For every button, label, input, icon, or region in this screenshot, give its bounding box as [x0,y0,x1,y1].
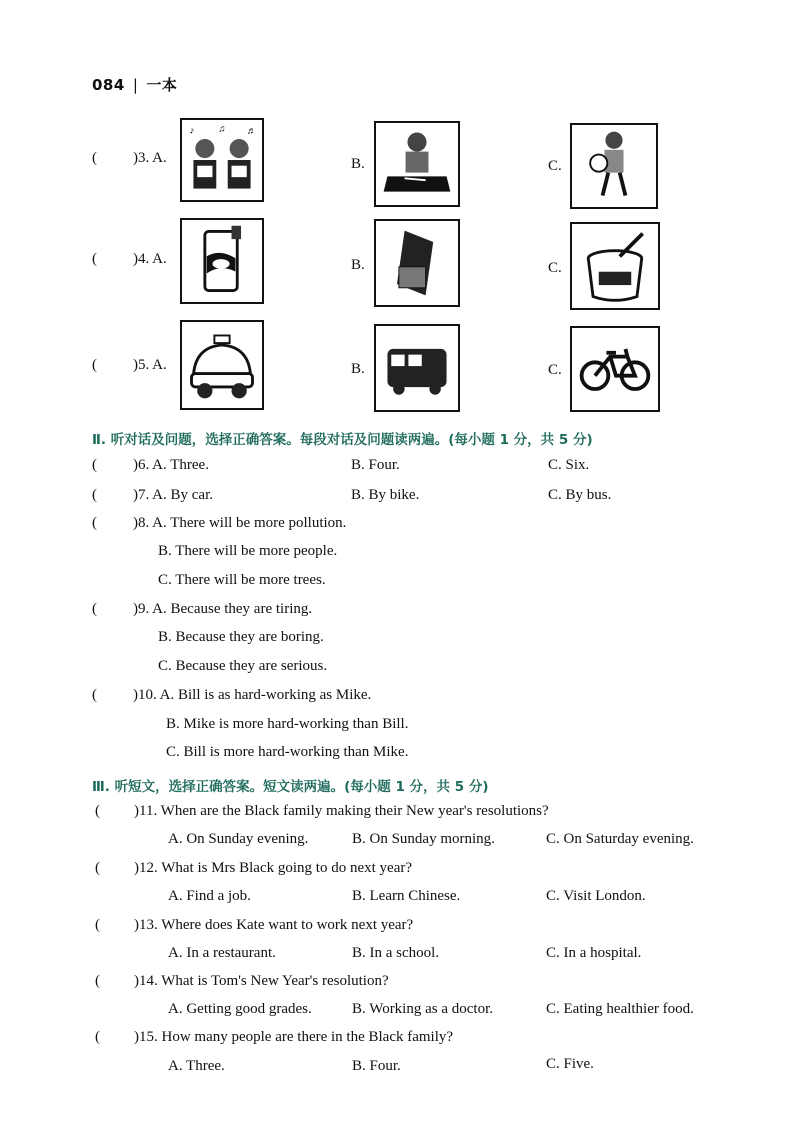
question-12-option-a: A. Find a job. [168,888,251,904]
question-6-option-b: B. Four. [351,457,400,473]
question-10-option-c: C. Bill is more hard-working than Mike. [166,744,409,760]
option-c-label: C. [548,362,562,378]
question-14-option-c: C. Eating healthier food. [546,1001,694,1017]
question-10-option-a: )10. A. Bill is as hard-working as Mike. [133,687,372,703]
question-12-option-c: C. Visit London. [546,888,646,904]
option-c-label: C. [548,158,562,174]
singing-children-icon[interactable] [180,118,264,202]
question-8-option-a: )8. A. There will be more pollution. [133,515,347,531]
answer-bracket[interactable]: ( [92,515,97,531]
question-9-option-a: )9. A. Because they are tiring. [133,601,313,617]
answer-bracket[interactable]: ( [92,251,97,267]
answer-bracket[interactable]: ( [95,1029,100,1045]
question-9-option-b: B. Because they are boring. [158,629,324,645]
answer-bracket[interactable]: ( [92,687,97,703]
question-14-stem: )14. What is Tom's New Year's resolution? [134,973,389,989]
option-b-label: B. [351,361,365,377]
question-11-option-a: A. On Sunday evening. [168,831,309,847]
question-11-stem: )11. When are the Black family making their New year's resolutions? [134,803,549,819]
brand-name: 一本 [146,76,178,94]
bus-icon[interactable] [374,324,460,412]
answer-bracket[interactable]: ( [92,457,97,473]
question-8-option-c: C. There will be more trees. [158,572,326,588]
question-8-option-b: B. There will be more people. [158,543,338,559]
section-3-title: Ⅲ. 听短文，选择正确答案。短文读两遍。(每小题 1 分，共 5 分) [92,779,489,795]
question-6-option-c: C. Six. [548,457,590,473]
chocolate-bar-icon[interactable] [374,219,460,307]
svg-text:♬: ♬ [246,126,257,137]
answer-bracket[interactable]: ( [92,357,97,373]
question-number: )4. A. [133,251,167,267]
question-14-option-a: A. Getting good grades. [168,1001,312,1017]
answer-bracket[interactable]: ( [92,601,97,617]
option-b-label: B. [351,257,365,273]
question-13-option-b: B. In a school. [352,945,440,961]
page-header [92,74,177,95]
option-c-label: C. [548,260,562,276]
taxi-icon[interactable] [180,320,264,410]
question-11-option-c: C. On Saturday evening. [546,831,694,847]
bicycle-icon[interactable] [570,326,660,412]
svg-text:♪: ♪ [189,126,195,137]
question-7-option-b: B. By bike. [351,487,420,503]
question-15-option-b: B. Four. [352,1058,401,1074]
answer-bracket[interactable]: ( [92,150,97,166]
question-9-option-c: C. Because they are serious. [158,658,328,674]
answer-bracket[interactable]: ( [95,803,100,819]
question-10-option-b: B. Mike is more hard-working than Bill. [166,716,409,732]
soda-can-icon[interactable] [180,218,264,304]
question-7-option-a: )7. A. By car. [133,487,213,503]
question-15-option-c: C. Five. [546,1056,594,1072]
boy-with-ball-icon[interactable] [570,123,658,209]
question-13-option-c: C. In a hospital. [546,945,642,961]
yogurt-cup-icon[interactable] [570,222,660,310]
question-14-option-b: B. Working as a doctor. [352,1001,493,1017]
answer-bracket[interactable]: ( [95,860,100,876]
question-number: )3. A. [133,150,167,166]
question-13-stem: )13. Where does Kate want to work next year? [134,917,414,933]
question-6-option-a: )6. A. Three. [133,457,209,473]
answer-bracket[interactable]: ( [92,487,97,503]
question-12-option-b: B. Learn Chinese. [352,888,461,904]
answer-bracket[interactable]: ( [95,917,100,933]
svg-text:♫: ♫ [218,124,226,135]
question-7-option-c: C. By bus. [548,487,612,503]
page-number: 084 [92,76,125,94]
option-b-label: B. [351,156,365,172]
boy-writing-at-desk-icon[interactable] [374,121,460,207]
header-separator: | [132,76,139,94]
question-11-option-b: B. On Sunday morning. [352,831,495,847]
question-13-option-a: A. In a restaurant. [168,945,276,961]
section-2-title: Ⅱ. 听对话及问题，选择正确答案。每段对话及问题读两遍。(每小题 1 分，共 5 分) [92,432,593,448]
answer-bracket[interactable]: ( [95,973,100,989]
question-15-stem: )15. How many people are there in the Black family? [134,1029,454,1045]
question-15-option-a: A. Three. [168,1058,225,1074]
question-12-stem: )12. What is Mrs Black going to do next year? [134,860,412,876]
question-number: )5. A. [133,357,167,373]
